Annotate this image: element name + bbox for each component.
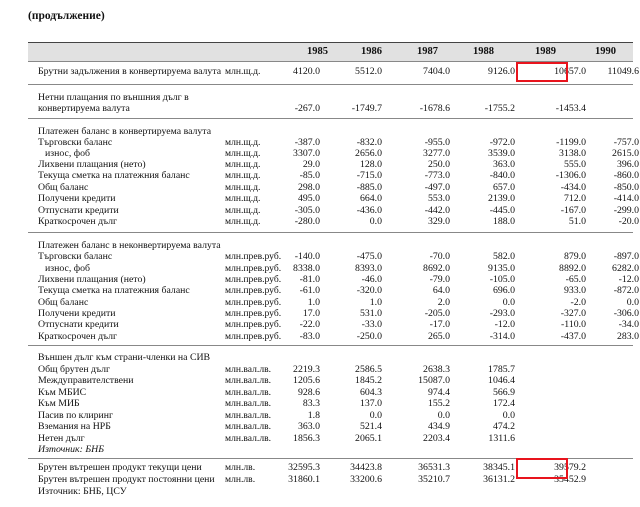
- cell-1988: -840.0: [489, 170, 515, 181]
- cell-1985: 32595.3: [288, 462, 320, 473]
- row-label: Отпуснати кредити: [38, 319, 119, 330]
- cell-1990: 6282.0: [612, 263, 639, 274]
- cell-1989: 3138.0: [559, 148, 586, 159]
- cell-1985: 1.8: [307, 410, 320, 421]
- year-header-1986: 1986: [361, 46, 382, 57]
- cell-1987: 329.0: [427, 216, 450, 227]
- row-unit: млн.щ.д.: [225, 137, 261, 148]
- row-unit: млн.вал.лв.: [225, 375, 272, 386]
- row-label: Лихвени плащания (нето): [38, 159, 146, 170]
- year-header-1987: 1987: [417, 46, 438, 57]
- cell-1989: -167.0: [560, 205, 586, 216]
- row-label: Търговски баланс: [38, 251, 113, 262]
- row-label: Външен дълг към страни-членки на СИВ: [38, 352, 211, 363]
- cell-1985: -61.0: [299, 285, 320, 296]
- cell-1990: -872.0: [613, 285, 639, 296]
- row-label: износ, фоб: [45, 263, 90, 274]
- row-label: Общ брутен дълг: [38, 364, 110, 375]
- cell-1985: 4120.0: [293, 66, 320, 77]
- cell-1985: 495.0: [297, 193, 320, 204]
- row-label: Получени кредити: [38, 308, 116, 319]
- row-unit: млн.щ.д.: [225, 170, 261, 181]
- cell-1985: -22.0: [299, 319, 320, 330]
- row-unit: млн.вал.лв.: [225, 410, 272, 421]
- row-unit: млн.прев.руб.: [225, 285, 282, 296]
- cell-1987: 553.0: [427, 193, 450, 204]
- cell-1986: -250.0: [356, 331, 382, 342]
- table-row: [0, 216, 640, 228]
- cell-1986: 2586.5: [355, 364, 382, 375]
- cell-1985: -83.0: [299, 331, 320, 342]
- cell-1987: 2203.4: [423, 433, 450, 444]
- cell-1986: 34423.8: [350, 462, 382, 473]
- row-unit: млн.лв.: [225, 474, 256, 485]
- cell-1988: 363.0: [492, 159, 515, 170]
- cell-1989: 555.0: [563, 159, 586, 170]
- cell-1989: -434.0: [560, 182, 586, 193]
- cell-1989: 39579.2: [554, 462, 586, 473]
- section-rule-2: [28, 118, 633, 119]
- cell-1990: -897.0: [613, 251, 639, 262]
- year-header-1990: 1990: [595, 46, 616, 57]
- table-row: [0, 103, 640, 115]
- row-label: Източник: БНБ, ЦСУ: [38, 486, 127, 497]
- table-row: [0, 352, 640, 364]
- cell-1990: -306.0: [613, 308, 639, 319]
- table-row: [0, 331, 640, 343]
- table-row: [0, 170, 640, 182]
- cell-1986: 531.0: [359, 308, 382, 319]
- cell-1987: 8692.0: [423, 263, 450, 274]
- table-row: [0, 444, 640, 456]
- row-label: Платежен баланс в неконвертируема валута: [38, 240, 221, 251]
- cell-1987: -442.0: [424, 205, 450, 216]
- cell-1985: 363.0: [297, 421, 320, 432]
- cell-1989: 933.0: [563, 285, 586, 296]
- cell-1986: 8393.0: [355, 263, 382, 274]
- row-label: конвертируема валута: [38, 103, 130, 114]
- cell-1985: 298.0: [297, 182, 320, 193]
- cell-1986: -46.0: [361, 274, 382, 285]
- cell-1986: 2065.1: [355, 433, 382, 444]
- cell-1988: 1311.6: [488, 433, 515, 444]
- cell-1985: -387.0: [294, 137, 320, 148]
- row-label: Общ баланс: [38, 182, 89, 193]
- cell-1987: -773.0: [424, 170, 450, 181]
- cell-1986: 137.0: [359, 398, 382, 409]
- cell-1990: 283.0: [616, 331, 639, 342]
- cell-1988: 0.0: [502, 297, 515, 308]
- cell-1986: 604.3: [359, 387, 382, 398]
- row-label: Търговски баланс: [38, 137, 113, 148]
- cell-1988: 0.0: [502, 410, 515, 421]
- cell-1989: -1453.4: [555, 103, 586, 114]
- row-unit: млн.вал.лв.: [225, 421, 272, 432]
- cell-1988: -972.0: [489, 137, 515, 148]
- cell-1986: -885.0: [356, 182, 382, 193]
- row-unit: млн.щ.д.: [225, 159, 261, 170]
- continuation-heading: (продължение): [28, 10, 105, 22]
- table-row: [0, 486, 640, 498]
- cell-1987: 35210.7: [418, 474, 450, 485]
- cell-1989: -1306.0: [555, 170, 586, 181]
- row-unit: млн.прев.руб.: [225, 331, 282, 342]
- cell-1990: -34.0: [618, 319, 639, 330]
- row-label: Вземания на НРБ: [38, 421, 111, 432]
- cell-1987: 3277.0: [423, 148, 450, 159]
- cell-1986: -475.0: [356, 251, 382, 262]
- cell-1990: -299.0: [613, 205, 639, 216]
- cell-1988: -105.0: [489, 274, 515, 285]
- row-unit: млн.щ.д.: [225, 148, 261, 159]
- cell-1986: 1845.2: [355, 375, 382, 386]
- row-label: Краткосрочен дълг: [38, 216, 118, 227]
- cell-1985: -81.0: [299, 274, 320, 285]
- cell-1989: 879.0: [563, 251, 586, 262]
- cell-1989: -327.0: [560, 308, 586, 319]
- cell-1988: 38345.1: [483, 462, 515, 473]
- section-rule-3: [28, 232, 633, 233]
- cell-1985: -140.0: [294, 251, 320, 262]
- table-row: [0, 251, 640, 263]
- cell-1988: -445.0: [489, 205, 515, 216]
- row-unit: млн.вал.лв.: [225, 387, 272, 398]
- row-unit: млн.прев.руб.: [225, 308, 282, 319]
- row-label: Към МИБ: [38, 398, 80, 409]
- cell-1987: 64.0: [432, 285, 450, 296]
- row-label: Получени кредити: [38, 193, 116, 204]
- row-unit: млн.щ.д.: [225, 205, 261, 216]
- row-unit: млн.лв.: [225, 462, 256, 473]
- row-unit: млн.щ.д.: [225, 193, 261, 204]
- cell-1985: 8338.0: [293, 263, 320, 274]
- row-label: Брутен вътрешен продукт постоянни цени: [38, 474, 215, 485]
- cell-1987: -17.0: [429, 319, 450, 330]
- year-header-1989: 1989: [535, 46, 556, 57]
- row-label: Нетни плащания по външния дълг в: [38, 92, 189, 103]
- cell-1990: -12.0: [618, 274, 639, 285]
- cell-1986: -320.0: [356, 285, 382, 296]
- row-unit: млн.щ.д.: [225, 66, 261, 77]
- year-header-1985: 1985: [307, 46, 328, 57]
- table-row: [0, 285, 640, 297]
- cell-1986: -832.0: [356, 137, 382, 148]
- cell-1987: -955.0: [424, 137, 450, 148]
- row-label: Източник: БНБ: [38, 444, 104, 455]
- cell-1988: 3539.0: [488, 148, 515, 159]
- cell-1989: 35452.9: [554, 474, 586, 485]
- row-label: Платежен баланс в конвертируема валута: [38, 126, 212, 137]
- cell-1987: 15087.0: [418, 375, 450, 386]
- cell-1990: -850.0: [613, 182, 639, 193]
- cell-1988: 657.0: [492, 182, 515, 193]
- row-unit: млн.прев.руб.: [225, 319, 282, 330]
- row-label: Пасив по клиринг: [38, 410, 113, 421]
- cell-1987: -79.0: [429, 274, 450, 285]
- cell-1987: 2638.3: [423, 364, 450, 375]
- highlight-box-1989-debt: [516, 62, 568, 82]
- cell-1988: 9135.0: [488, 263, 515, 274]
- cell-1986: 0.0: [369, 410, 382, 421]
- cell-1989: -65.0: [565, 274, 586, 285]
- cell-1985: 31860.1: [288, 474, 320, 485]
- cell-1987: 265.0: [427, 331, 450, 342]
- cell-1987: 2.0: [437, 297, 450, 308]
- cell-1988: 1785.7: [488, 364, 515, 375]
- cell-1989: 10657.0: [554, 66, 586, 77]
- cell-1988: 2139.0: [488, 193, 515, 204]
- cell-1986: 128.0: [359, 159, 382, 170]
- cell-1986: 1.0: [369, 297, 382, 308]
- row-unit: млн.прев.руб.: [225, 251, 282, 262]
- cell-1985: 3307.0: [293, 148, 320, 159]
- cell-1985: -305.0: [294, 205, 320, 216]
- row-label: Общ баланс: [38, 297, 89, 308]
- cell-1987: -497.0: [424, 182, 450, 193]
- cell-1988: 172.4: [492, 398, 515, 409]
- cell-1987: 974.4: [427, 387, 450, 398]
- cell-1986: 521.4: [359, 421, 382, 432]
- row-label: Към МБИС: [38, 387, 87, 398]
- cell-1990: -860.0: [613, 170, 639, 181]
- cell-1989: 712.0: [563, 193, 586, 204]
- cell-1990: 11049.6: [607, 66, 639, 77]
- cell-1988: 474.2: [492, 421, 515, 432]
- cell-1985: 17.0: [302, 308, 320, 319]
- cell-1989: 51.0: [568, 216, 586, 227]
- cell-1986: -1749.7: [351, 103, 382, 114]
- cell-1986: 33200.6: [350, 474, 382, 485]
- cell-1988: -1755.2: [484, 103, 515, 114]
- cell-1987: -1678.6: [419, 103, 450, 114]
- cell-1988: -293.0: [489, 308, 515, 319]
- row-label: Отпуснати кредити: [38, 205, 119, 216]
- cell-1985: 1.0: [307, 297, 320, 308]
- cell-1986: 0.0: [369, 216, 382, 227]
- cell-1988: -12.0: [494, 319, 515, 330]
- row-label: Междуправителствени: [38, 375, 134, 386]
- section-rule-1: [28, 84, 633, 85]
- row-unit: млн.вал.лв.: [225, 364, 272, 375]
- row-label: Текуща сметка на платежния баланс: [38, 170, 190, 181]
- cell-1985: 2219.3: [293, 364, 320, 375]
- cell-1985: 29.0: [302, 159, 320, 170]
- cell-1988: 566.9: [492, 387, 515, 398]
- cell-1990: 396.0: [616, 159, 639, 170]
- cell-1989: -2.0: [570, 297, 586, 308]
- table-row: [0, 319, 640, 331]
- cell-1990: -20.0: [618, 216, 639, 227]
- row-unit: млн.щ.д.: [225, 216, 261, 227]
- row-label: износ, фоб: [45, 148, 90, 159]
- cell-1988: 188.0: [492, 216, 515, 227]
- cell-1985: 928.6: [297, 387, 320, 398]
- cell-1985: -267.0: [294, 103, 320, 114]
- cell-1987: 36531.3: [418, 462, 450, 473]
- cell-1987: -70.0: [429, 251, 450, 262]
- row-unit: млн.прев.руб.: [225, 297, 282, 308]
- cell-1989: -110.0: [561, 319, 586, 330]
- cell-1986: 2656.0: [355, 148, 382, 159]
- cell-1985: 1856.3: [293, 433, 320, 444]
- cell-1990: 0.0: [626, 297, 639, 308]
- row-unit: млн.вал.лв.: [225, 433, 272, 444]
- cell-1988: 1046.4: [488, 375, 515, 386]
- cell-1986: -436.0: [356, 205, 382, 216]
- cell-1986: 664.0: [359, 193, 382, 204]
- highlight-box-1989-gdp: [516, 458, 568, 479]
- section-rule-4: [28, 345, 633, 346]
- header-top-rule: [28, 42, 633, 43]
- year-header-1988: 1988: [473, 46, 494, 57]
- cell-1986: -715.0: [356, 170, 382, 181]
- table-row: [0, 398, 640, 410]
- cell-1990: -757.0: [613, 137, 639, 148]
- cell-1985: 83.3: [302, 398, 320, 409]
- cell-1986: 5512.0: [355, 66, 382, 77]
- cell-1988: 9126.0: [488, 66, 515, 77]
- cell-1988: 582.0: [492, 251, 515, 262]
- cell-1989: -1199.0: [556, 137, 586, 148]
- cell-1987: 7404.0: [423, 66, 450, 77]
- row-unit: млн.прев.руб.: [225, 274, 282, 285]
- cell-1987: 155.2: [427, 398, 450, 409]
- cell-1988: -314.0: [489, 331, 515, 342]
- cell-1987: 250.0: [427, 159, 450, 170]
- cell-1990: -414.0: [613, 193, 639, 204]
- cell-1987: -205.0: [424, 308, 450, 319]
- cell-1990: 2615.0: [612, 148, 639, 159]
- cell-1988: 696.0: [492, 285, 515, 296]
- cell-1989: 8892.0: [559, 263, 586, 274]
- cell-1985: -280.0: [294, 216, 320, 227]
- table-row: [0, 375, 640, 387]
- table-row: [0, 421, 640, 433]
- cell-1985: 1205.6: [293, 375, 320, 386]
- row-label: Лихвени плащания (нето): [38, 274, 146, 285]
- row-label: Текуща сметка на платежния баланс: [38, 285, 190, 296]
- row-label: Брутни задължения в конвертируема валута: [38, 66, 222, 77]
- row-unit: млн.вал.лв.: [225, 398, 272, 409]
- cell-1987: 0.0: [437, 410, 450, 421]
- row-unit: млн.прев.руб.: [225, 263, 282, 274]
- cell-1988: 36131.2: [483, 474, 515, 485]
- cell-1989: -437.0: [560, 331, 586, 342]
- row-label: Краткосрочен дълг: [38, 331, 118, 342]
- table-row: [0, 193, 640, 205]
- cell-1985: -85.0: [299, 170, 320, 181]
- row-label: Брутен вътрешен продукт текущи цени: [38, 462, 202, 473]
- row-unit: млн.щ.д.: [225, 182, 261, 193]
- row-label: Нетен дълг: [38, 433, 85, 444]
- cell-1986: -33.0: [361, 319, 382, 330]
- cell-1987: 434.9: [427, 421, 450, 432]
